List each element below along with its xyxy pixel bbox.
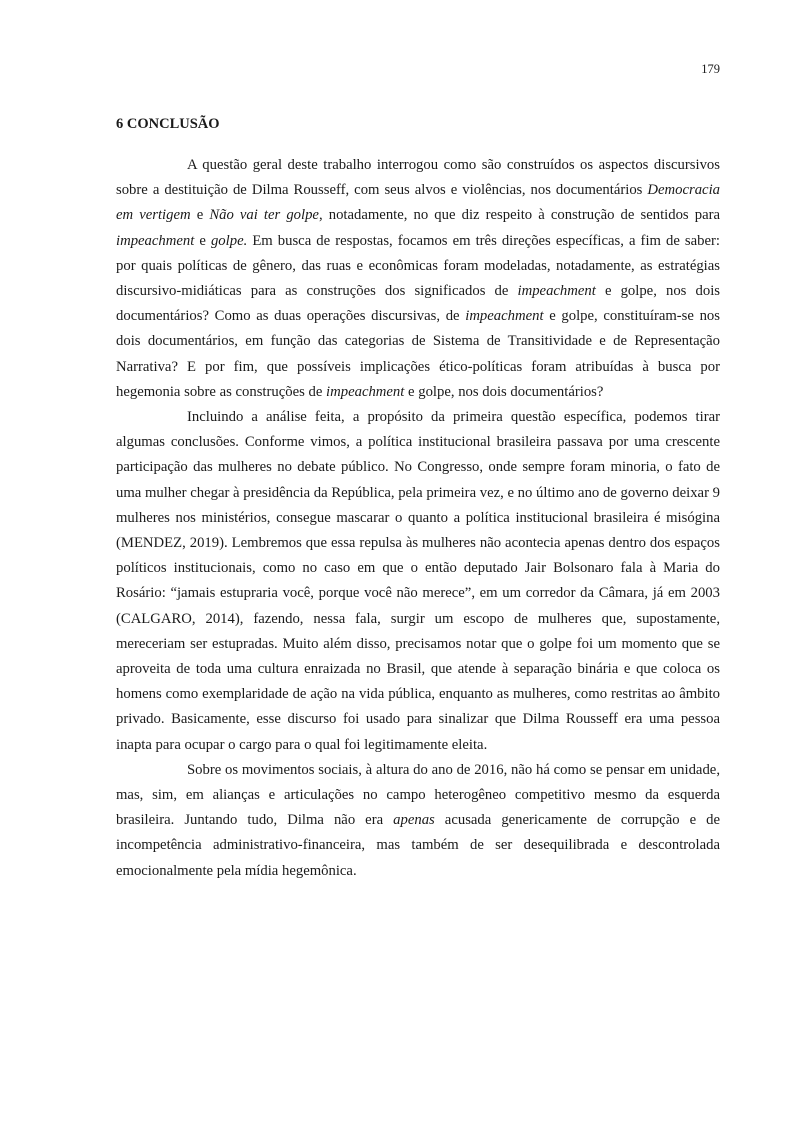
italic-text: impeachment: [517, 283, 596, 300]
italic-text: Democracia em vertigem: [116, 182, 720, 224]
text-run: Incluindo a análise feita, a propósito da primeira questão específica, podemos tirar algumas conclusões. Conforme vimos, a política institucional brasileira passava por uma crescente participação das mulheres no debate público. No Congresso, onde sempre foram minoria, o fato de uma mulher chegar à presidência da República, pela primeira vez, e no último ano de governo deixar 9 mulheres nos ministérios, consegue mascarar o quanto a política institucional brasileira é misógina (MENDEZ, 2019). Lembremos que essa repulsa às mulheres não acontecia apenas dentro dos espaços políticos institucionais, como no caso em que o então deputado Jair Bolsonaro fala à Maria do Rosário: “jamais estupraria você, porque você não merece”, em um corredor da Câmara, já em 2003 (CALGARO, 2014), fazendo, nessa fala, surgir um escopo de mulheres que, supostamente, mereceriam ser estupradas. Muito além disso, precisamos notar que o golpe foi um momento que se aproveita de toda uma cultura enraizada no Brasil, que atende à separação binária e que coloca os homens como exemplaridade de ação na vida pública, enquanto as mulheres, como restritas ao âmbito privado. Basicamente, esse discurso foi usado para sinalizar que Dilma Rousseff era uma pessoa inapta para ocupar o cargo para o qual foi legitimamente eleita.: [116, 409, 720, 753]
body-text: [116, 153, 720, 884]
page-number: 179: [701, 62, 720, 76]
italic-text: golpe.: [210, 232, 248, 249]
italic-text: Não vai ter golpe: [209, 207, 319, 224]
text-run: , notadamente, no que diz respeito à construção de sentidos para: [318, 207, 720, 224]
paragraph: [116, 153, 720, 405]
text-run: e golpe, nos dois documentários?: [404, 383, 604, 400]
text-run: Em busca de respostas, focamos em três direções específicas, a fim de saber: por quais políticas de gênero, das ruas e econômicas foram modeladas, notadamente, as estratégias discursivo-midiáticas para as construções dos significados de: [116, 232, 720, 300]
text-run: e: [190, 207, 210, 224]
text-run: e: [194, 232, 211, 249]
text-run: Sobre os movimentos sociais, à altura do ano de 2016, não há como se pensar em unidade, mas, sim, em alianças e articulações no campo heterogêneo competitivo mesmo da esquerda brasileira. Juntando tudo, Dilma não era: [116, 761, 720, 829]
text-run: A questão geral deste trabalho interrogou como são construídos os aspectos discursivos sobre a destituição de Dilma Rousseff, com seus alvos e violências, nos documentários: [116, 157, 720, 199]
paragraph: [116, 758, 720, 884]
italic-text: apenas: [393, 812, 435, 829]
text-run: e golpe, constituíram-se nos dois documentários, em função das categorias de Sistema de Transitividade e de Representação Narrativa? E por fim, que possíveis implicações ético-políticas foram atribuídas à busca por hegemonia sobre as construções de: [116, 308, 720, 400]
italic-text: impeachment: [465, 308, 544, 325]
paragraph: [116, 405, 720, 758]
italic-text: impeachment: [326, 383, 405, 400]
text-run: e golpe, nos dois documentários? Como as duas operações discursivas, de: [116, 283, 720, 325]
text-run: acusada genericamente de corrupção e de incompetência administrativo-financeira, mas também de ser desequilibrada e descontrolada emocionalmente pela mídia hegemônica.: [116, 812, 721, 879]
section-heading: 6 CONCLUSÃO: [116, 116, 220, 132]
italic-text: impeachment: [116, 232, 195, 249]
